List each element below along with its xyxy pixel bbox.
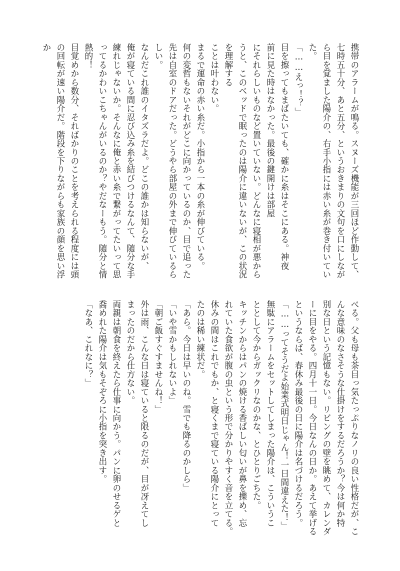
text-line: ーに目をやる。四月十一日。今日なんの日か。あえて挙げる	[308, 300, 318, 536]
text-line: 前に見た時はなかった。最後の鍵開けは部屋	[266, 43, 276, 218]
text-line: まるで運命の赤い糸だ。小指から一本の糸が伸びている。	[196, 43, 206, 271]
text-line: なんだこれ誰のイタズラだよ。どこの誰かは知らないが、	[140, 43, 150, 271]
text-line: 「なあ、これなに？」	[84, 300, 94, 388]
text-line: 「……ってそうだよ始業式明日じゃん！一日間違えた！」	[280, 300, 290, 531]
text-line: んな意味のなさそうな仕掛けをするだろうか？今は何か特	[336, 300, 346, 528]
text-line: べる。父も母も茶目っ気たっぷりなノリの良い性格だが、こ	[350, 300, 360, 536]
text-line: 「いや雪かもしれないよ」	[168, 300, 178, 405]
text-line: 「朝ご飯すぐすませんね！」	[154, 300, 164, 414]
text-line: の回転が速い陽介だ。階段を下りながらも家族の顔を思い浮か	[42, 43, 66, 279]
text-line: 外は雨、こんな日は寝ていると限るのだが、目が冴えてし	[140, 300, 150, 528]
text-line: た。	[308, 43, 318, 61]
text-line: 先は自室のドアだった。どうやら部屋の外まで伸びているら	[168, 43, 178, 279]
text-line: ってるかわいこちゃんがいるのか？やだなーもう。随分と情	[98, 43, 108, 279]
lower-text-column	[36, 300, 362, 540]
text-line: 無駄にアラームをセットしてしまった陽介は、こういうこ	[266, 300, 276, 528]
text-line: れていた食欲が腹の虫という形で分かりやすく音を立てる。	[224, 300, 234, 536]
text-line: 別な日という記憶もない。リビングの壁を眺めて、カレンダ	[322, 300, 332, 536]
text-line: 両親は朝食を終えたら仕事に向かう。パンに卵のせるゲと	[112, 300, 122, 528]
text-line: 目覚めから数分、そればかりのことを考えられる程度には頭	[70, 43, 80, 279]
text-line: 喬めれた陽介は気もそぞろに小指を突き出す。	[98, 300, 108, 484]
text-line: ら目を覚ました陽介の、右手小指には赤い糸が巻き付いてい	[322, 43, 332, 279]
text-line: 七時五十分、あと五分、というおきまりの文句を口にしなが	[336, 43, 346, 279]
upper-text-column	[36, 43, 362, 286]
text-line: うと、このベッドで眠ったのは陽介に違いないが、この状況を理解する	[224, 43, 248, 279]
text-line: 熱的！	[84, 43, 94, 70]
text-line: というならば、春休み最後の日に陽介は名づけるだろう。	[294, 300, 304, 528]
text-line: 携帯のアラームが鳴る。スヌーズ機能が三回ほど作動して、	[350, 43, 360, 279]
text-line: まったのだから仕方ない。	[126, 300, 136, 405]
text-line: 休みの間はこれでもか、と寝くまで寝ている陽介にとって	[210, 300, 220, 528]
text-line: にそれらしいものなど置いていない。どんなに寝相が悪から	[252, 43, 262, 279]
text-line: キッチンからはパンの焼ける香ばしい匂いが鼻を擽め、忘	[238, 300, 248, 528]
text-line: 「……えっ！？」	[294, 43, 304, 117]
text-line: 何の変哲もないそれがどこに向かっているのか、目で追った	[182, 43, 192, 279]
text-line: 「あら。今日は早いのね。雪でも降るのかしら」	[182, 300, 192, 493]
text-line: 目を擦ってもまばたいても、確かに糸はそこにある。神夜	[280, 43, 290, 271]
text-line: しい。	[154, 43, 164, 70]
text-line: 練れじゃないか。そんなに俺と赤い糸で繋がってたいって思	[112, 43, 122, 279]
text-line: たのは稀い練状だ。	[196, 300, 206, 379]
text-line: ととして今からガックリなのかな、とひとりごちた。	[252, 300, 262, 510]
text-line: 俺が寝ている間に忍び込み糸を結びつけるなんて、随分な手	[126, 43, 136, 279]
text-line: ことは叶わない。	[210, 43, 220, 113]
